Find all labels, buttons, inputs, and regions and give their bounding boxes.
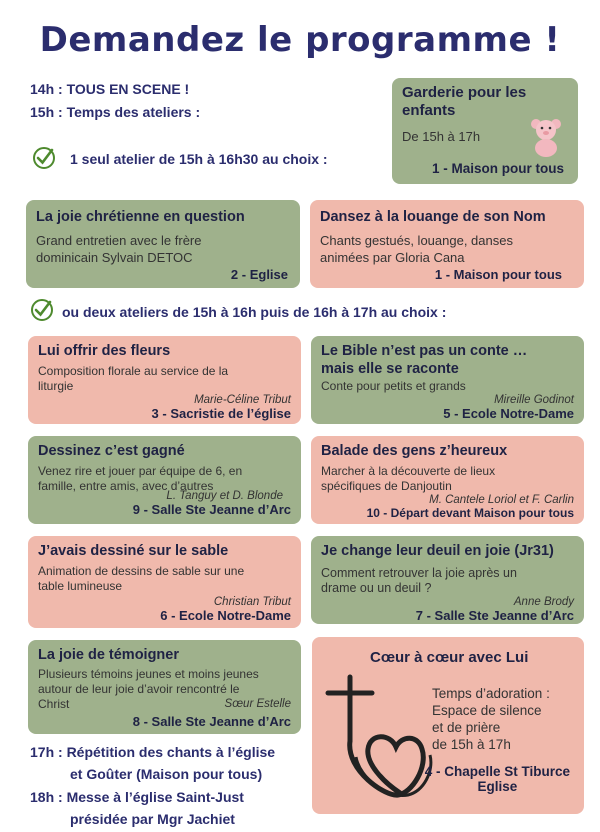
checkmark-icon xyxy=(30,298,54,322)
workshop-presenter: Anne Brody xyxy=(513,596,574,608)
workshop-title: La joie de témoigner xyxy=(38,647,179,663)
adoration-title: Cœur à cœur avec Lui xyxy=(370,649,529,666)
workshop-card xyxy=(311,536,584,624)
workshop-title-2: mais elle se raconte xyxy=(321,361,459,377)
workshop-desc-1: Plusieurs témoins jeunes et moins jeunes xyxy=(38,667,259,681)
workshop-location: 3 - Sacristie de l’église xyxy=(151,406,291,421)
workshop-location: 2 - Eglise xyxy=(230,267,288,282)
schedule-17h-2: et Goûter (Maison pour tous) xyxy=(70,766,263,782)
workshop-desc-1: Conte pour petits et grands xyxy=(321,379,466,393)
garderie-hours: De 15h à 17h xyxy=(402,129,481,144)
adoration-desc-2: Espace de silence xyxy=(432,703,542,718)
workshop-desc-2: liturgie xyxy=(38,379,74,393)
workshop-title-1: Le Bible n’est pas un conte … xyxy=(321,343,528,359)
workshop-card xyxy=(311,436,584,524)
workshop-presenter: Mireille Godinot xyxy=(494,394,574,406)
workshop-card xyxy=(28,536,301,628)
workshop-desc-2: dominicain Sylvain DETOC xyxy=(36,250,193,265)
workshop-card xyxy=(28,640,301,734)
workshop-desc-2: table lumineuse xyxy=(38,579,123,593)
workshop-location: 1 - Maison pour tous xyxy=(434,267,562,282)
workshop-title: Dessinez c’est gagné xyxy=(38,443,185,459)
adoration-location-2: Eglise xyxy=(477,779,518,794)
schedule-18h-2: présidée par Mgr Jachiet xyxy=(70,811,235,827)
cross-heart-icon xyxy=(316,671,436,807)
workshop-desc-2: famille, entre amis, avec d’autres xyxy=(38,479,214,493)
adoration-location-1: 4 - Chapelle St Tiburce xyxy=(424,764,570,779)
workshop-presenter: M. Cantele Loriol et F. Carlin xyxy=(429,494,574,506)
workshop-card xyxy=(310,200,584,288)
workshop-location: 6 - Ecole Notre-Dame xyxy=(160,608,291,623)
workshop-desc-1: Grand entretien avec le frère xyxy=(36,233,202,248)
page-title: Demandez le programme ! xyxy=(39,20,561,60)
workshop-desc-1: Marcher à la découverte de lieux xyxy=(321,464,496,478)
workshop-card xyxy=(26,200,300,288)
workshop-desc-2: drame ou un deuil ? xyxy=(321,581,432,595)
workshop-desc-1: Venez rire et jouer par équipe de 6, en xyxy=(38,464,243,478)
workshop-card xyxy=(311,336,584,424)
workshop-title: La joie chrétienne en question xyxy=(36,209,245,225)
workshop-presenter: Marie-Céline Tribut xyxy=(194,394,291,406)
adoration-card xyxy=(312,637,584,814)
workshop-title: J’avais dessiné sur le sable xyxy=(38,543,229,559)
workshop-presenter: Sœur Estelle xyxy=(224,698,291,710)
workshop-title: Balade des gens z’heureux xyxy=(321,443,508,459)
workshop-desc-2: spécifiques de Danjoutin xyxy=(321,479,452,493)
adoration-location xyxy=(425,764,570,794)
schedule-17h-1: 17h : Répétition des chants à l’église xyxy=(30,744,276,760)
workshop-location: 8 - Salle Ste Jeanne d’Arc xyxy=(132,714,291,729)
workshop-desc-3-text: Christ xyxy=(38,697,70,711)
workshop-title: Je change leur deuil en joie (Jr31) xyxy=(321,543,554,559)
garderie-location: 1 - Maison pour tous xyxy=(431,161,564,176)
workshop-location: 7 - Salle Ste Jeanne d’Arc xyxy=(415,608,574,623)
checkmark-icon xyxy=(32,146,56,170)
workshop-desc-3 xyxy=(38,697,291,712)
workshop-desc-2: autour de leur joie d’avoir rencontré le xyxy=(38,682,240,696)
workshop-presenter: L. Tanguy et D. Blonde xyxy=(166,490,283,502)
garderie-title-2: enfants xyxy=(402,102,456,119)
adoration-desc-1: Temps d’adoration : xyxy=(432,686,550,701)
adoration-desc-3: et de prière xyxy=(432,720,501,735)
two-ateliers-heading: ou deux ateliers de 15h à 16h puis de 16h à 17h au choix : xyxy=(62,304,447,320)
workshop-location: 9 - Salle Ste Jeanne d’Arc xyxy=(132,502,291,517)
teddy-bear-icon xyxy=(528,116,564,158)
schedule-15h: 15h : Temps des ateliers : xyxy=(30,104,201,120)
schedule-18h-1: 18h : Messe à l’église Saint-Just xyxy=(30,789,244,805)
workshop-presenter: Christian Tribut xyxy=(213,596,291,608)
adoration-desc-4: de 15h à 17h xyxy=(432,737,511,752)
one-atelier-heading: 1 seul atelier de 15h à 16h30 au choix : xyxy=(70,151,328,167)
garderie-title-1: Garderie pour les xyxy=(402,84,527,101)
workshop-desc-1: Chants gestués, louange, danses xyxy=(320,233,513,248)
workshop-desc-1: Composition florale au service de la xyxy=(38,364,229,378)
workshop-card xyxy=(28,436,301,524)
workshop-card xyxy=(28,336,301,424)
workshop-location: 5 - Ecole Notre-Dame xyxy=(443,406,574,421)
workshop-desc-1: Animation de dessins de sable sur une xyxy=(38,564,245,578)
workshop-title: Lui offrir des fleurs xyxy=(38,343,171,359)
workshop-desc-2: animées par Gloria Cana xyxy=(320,250,465,265)
schedule-14h: 14h : TOUS EN SCENE ! xyxy=(30,81,190,97)
workshop-location: 10 - Départ devant Maison pour tous xyxy=(366,506,574,520)
garderie-card xyxy=(392,78,578,184)
workshop-title: Dansez à la louange de son Nom xyxy=(320,209,546,225)
workshop-desc-1: Comment retrouver la joie après un xyxy=(321,566,517,580)
